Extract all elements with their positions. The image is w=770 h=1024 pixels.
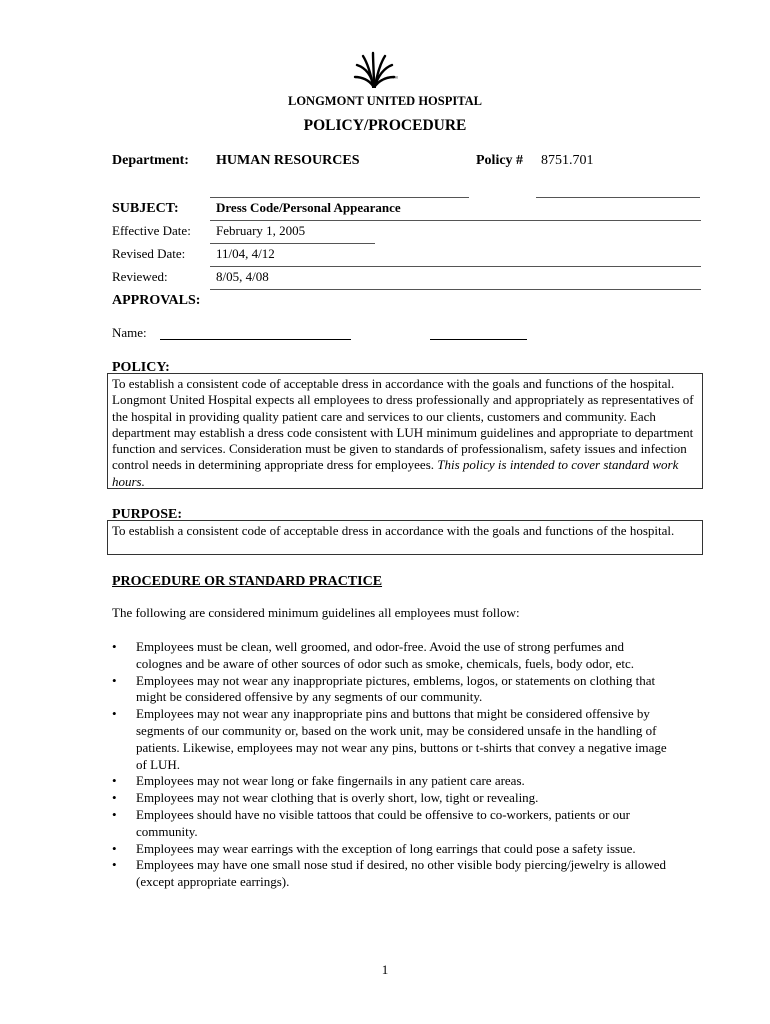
procedure-heading: PROCEDURE OR STANDARD PRACTICE — [112, 574, 383, 589]
bullet-icon: • — [112, 790, 117, 806]
list-item-text: Employees may not wear any inappropriate pictures, emblems, logos, or statements on clothing that might be considered offensive by any segments of our community. — [136, 672, 656, 705]
bullet-icon: • — [112, 639, 117, 654]
name-signature-line — [160, 339, 351, 340]
list-item-text: Employees may not wear long or fake fingernails in any patient care areas. — [136, 773, 525, 789]
policy-number-value: 8751.701 — [541, 153, 594, 168]
effective-date-value: February 1, 2005 — [216, 223, 306, 238]
divider-line — [210, 220, 701, 221]
page-number: 1 — [381, 962, 389, 977]
bullet-icon: • — [112, 773, 117, 789]
subject-label: SUBJECT: — [112, 201, 179, 216]
divider-line — [210, 289, 701, 290]
list-item-text: Employees must be clean, well groomed, and odor-free. Avoid the use of strong perfumes and colognes and be aware of other sources of odor such as smoke, chemicals, fuels, body odor, etc. — [136, 639, 635, 671]
bullet-icon: • — [112, 806, 117, 822]
list-item-text: Employees should have no visible tattoos that could be offensive to co-workers, patients or our community. — [136, 806, 631, 839]
procedure-intro: The following are considered minimum guidelines all employees must follow: — [112, 605, 520, 620]
list-item — [112, 673, 672, 707]
hospital-logo — [352, 50, 398, 90]
department-label: Department: — [112, 153, 189, 168]
bullet-icon: • — [112, 672, 117, 688]
name-label: Name: — [112, 325, 147, 340]
policy-number-label: Policy # — [476, 153, 524, 168]
org-name: LONGMONT UNITED HOSPITAL — [287, 94, 482, 108]
list-item-text: Employees may wear earrings with the exception of long earrings that could pose a safety issue. — [136, 840, 636, 856]
document-type-title: POLICY/PROCEDURE — [303, 117, 467, 134]
divider-line — [210, 243, 375, 244]
list-item — [112, 639, 672, 673]
reviewed-value: 8/05, 4/08 — [216, 269, 269, 284]
divider-line — [210, 266, 701, 267]
divider-line — [210, 197, 469, 198]
list-item-text: Employees may have one small nose stud if desired, no other visible body piercing/jewelry is allowed (except appropriate earrings). — [136, 857, 666, 890]
revised-date-label: Revised Date: — [112, 246, 186, 261]
effective-date-label: Effective Date: — [112, 223, 191, 238]
revised-date-value: 11/04, 4/12 — [216, 246, 275, 261]
list-item — [112, 706, 672, 773]
list-item — [112, 790, 672, 807]
department-value: HUMAN RESOURCES — [216, 153, 360, 168]
palm-logo-icon — [352, 50, 398, 90]
list-item — [112, 857, 672, 891]
divider-line — [536, 197, 700, 198]
list-item — [112, 773, 672, 790]
bullet-icon: • — [112, 840, 117, 856]
policy-heading: POLICY: — [112, 360, 170, 375]
guidelines-list — [112, 639, 672, 891]
purpose-box — [107, 520, 703, 555]
bullet-icon: • — [112, 857, 117, 873]
policy-box — [107, 373, 703, 489]
policy-text: To establish a consistent code of acceptable dress in accordance with the goals and functions of the hospital. Longmont United Hospital expects all employees to dress professionally and appropriately as representatives of the hospital in providing quality patient care and services to our clients, customers and community. Each department may establish a dress code consistent with LUH minimum guidelines and appropriate to department function and services. Consideration must be given to standards of professionalism, safety issues and infection control needs in determining appropriate dress for employees. — [112, 376, 694, 473]
purpose-text: To establish a consistent code of acceptable dress in accordance with the goals and functions of the hospital. — [112, 523, 675, 538]
subject-value: Dress Code/Personal Appearance — [216, 200, 401, 215]
list-item — [112, 807, 672, 841]
trademark-mark: ™ — [392, 76, 398, 82]
list-item-text: Employees may not wear clothing that is overly short, low, tight or revealing. — [136, 790, 539, 806]
list-item — [112, 841, 672, 858]
approvals-label: APPROVALS: — [112, 293, 201, 308]
bullet-icon: • — [112, 706, 117, 722]
purpose-heading: PURPOSE: — [112, 507, 182, 522]
signature-line — [430, 339, 527, 340]
policy-italic-note: This policy is intended to cover standard work hours. — [112, 457, 679, 489]
reviewed-label: Reviewed: — [112, 269, 168, 284]
list-item-text: Employees may not wear any inappropriate pins and buttons that might be considered offensive by segments of our community or, based on the work unit, may be considered unsafe in the handling of patients. Likewise, employees may not wear any pins, buttons or t-shirts that convey a negative image of LUH. — [136, 706, 667, 772]
